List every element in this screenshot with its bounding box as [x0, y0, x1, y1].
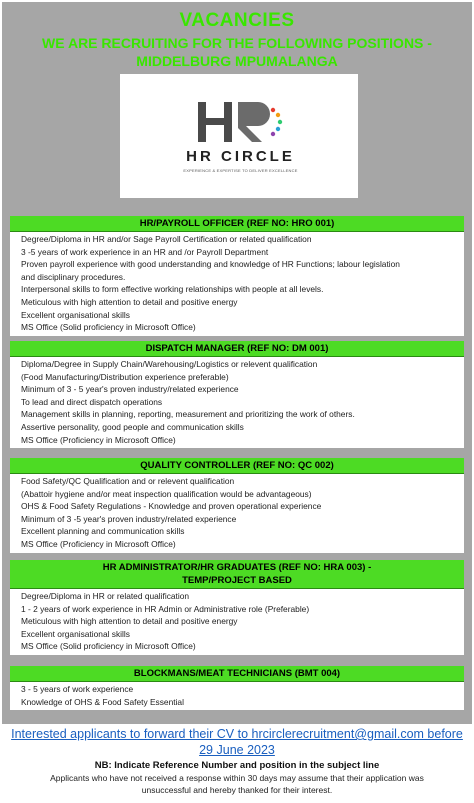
section-title: BLOCKMANS/MEAT TECHNICIANS (BMT 004)	[10, 666, 464, 682]
list-item: 3 -5 years of work experience in an HR and /or Payroll Department	[21, 246, 269, 257]
vacancy-poster	[2, 2, 472, 799]
logo-wordmark: HR CIRCLE	[186, 148, 295, 165]
subtitle-line-2: MIDDELBURG MPUMALANGA	[136, 53, 338, 69]
list-item: Degree/Diploma in HR and/or Sage Payroll Certification or related qualification	[21, 234, 312, 244]
nb-note: NB: Indicate Reference Number and position in the subject line	[94, 760, 380, 771]
requirements-list	[10, 589, 464, 655]
vacancy-dispatch-manager	[10, 341, 464, 448]
apply-line-1: Interested applicants to forward their CV to hrcirclerecruitment@gmail.com before	[11, 727, 463, 741]
list-item: MS Office (Solid proficiency in Microsoft Office)	[21, 641, 196, 652]
poster-title: VACANCIES	[179, 10, 295, 31]
list-item: Minimum of 3 -5 year's proven industry/related experience	[21, 513, 237, 524]
list-item: Excellent planning and communication skills	[21, 526, 185, 537]
list-item: Knowledge of OHS & Food Safety Essential	[21, 696, 184, 707]
list-item: Interpersonal skills to form effective working relationships with people at all levels.	[21, 284, 324, 295]
company-logo	[120, 74, 358, 198]
vacancy-blockmans-meat-technicians	[10, 666, 464, 710]
apply-instruction	[2, 724, 472, 758]
section-title: QUALITY CONTROLLER (REF NO: QC 002)	[10, 458, 464, 474]
list-item: (Abattoir hygiene and/or meat inspection qualification would be advantageous)	[21, 488, 312, 499]
section-title: DISPATCH MANAGER (REF NO: DM 001)	[10, 341, 464, 357]
list-item: To lead and direct dispatch operations	[21, 396, 163, 407]
requirements-list	[10, 474, 464, 553]
list-item: Meticulous with high attention to detail and positive energy	[21, 296, 238, 307]
disclaimer-line-2: unsuccessful and hereby thanked for their interest.	[141, 785, 333, 795]
list-item: Minimum of 3 - 5 year's proven industry/related experience	[21, 384, 239, 395]
poster-header	[2, 2, 472, 70]
list-item: OHS & Food Safety Regulations - Knowledge and proven operational experience	[21, 501, 322, 512]
list-item: Diploma/Degree in Supply Chain/Warehousing/Logistics or relevent qualification	[21, 359, 318, 369]
requirements-list	[10, 232, 464, 336]
list-item: Excellent organisational skills	[21, 628, 130, 639]
requirements-list	[10, 357, 464, 448]
vacancy-quality-controller	[10, 458, 464, 553]
list-item: MS Office (Proficiency in Microsoft Office)	[21, 434, 176, 445]
list-item: 3 - 5 years of work experience	[21, 684, 134, 694]
application-instructions	[2, 724, 472, 799]
section-title	[10, 560, 464, 589]
disclaimer-line-1: Applicants who have not received a response within 30 days may assume that their application was	[50, 773, 424, 783]
list-item: 1 - 2 years of work experience in HR Admin or Administrative role (Preferable)	[21, 603, 310, 614]
poster-subtitle	[2, 32, 472, 70]
section-title-line-1: HR ADMINISTRATOR/HR GRADUATES (REF NO: HRA 003) -	[102, 562, 372, 573]
logo-mark	[158, 96, 323, 173]
list-item: Excellent organisational skills	[21, 309, 130, 320]
vacancy-hr-payroll-officer	[10, 216, 464, 336]
list-item: Assertive personality, good people and communication skills	[21, 421, 244, 432]
list-item: Food Safety/QC Qualification and or relevent qualification	[21, 476, 235, 486]
subtitle-line-1: WE ARE RECRUITING FOR THE FOLLOWING POSITIONS -	[42, 35, 432, 51]
response-disclaimer	[2, 772, 472, 796]
list-item: MS Office (Proficiency in Microsoft Office)	[21, 538, 176, 549]
list-item: MS Office (Solid proficiency in Microsoft Office)	[21, 322, 196, 333]
logo-tagline: EXPERIENCE & EXPERTISE TO DELIVER EXCELLENCE	[183, 168, 298, 173]
vacancy-hr-administrator	[10, 560, 464, 655]
list-item: Proven payroll experience with good understanding and knowledge of HR Functions; labour legislation	[21, 259, 400, 270]
list-item: Degree/Diploma in HR or related qualification	[21, 591, 190, 601]
list-item: (Food Manufacturing/Distribution experience preferable)	[21, 371, 229, 382]
list-item: Meticulous with high attention to detail and positive energy	[21, 616, 238, 627]
hr-logo-icon	[158, 96, 323, 146]
apply-deadline: 29 June 2023	[199, 743, 275, 757]
section-title: HR/PAYROLL OFFICER (REF NO: HRO 001)	[10, 216, 464, 232]
list-item: and disciplinary procedures.	[21, 271, 126, 282]
section-title-line-2: TEMP/PROJECT BASED	[182, 575, 292, 586]
requirements-list	[10, 682, 464, 710]
list-item: Management skills in planning, reporting, measurement and prioritizing the work of others.	[21, 409, 355, 420]
